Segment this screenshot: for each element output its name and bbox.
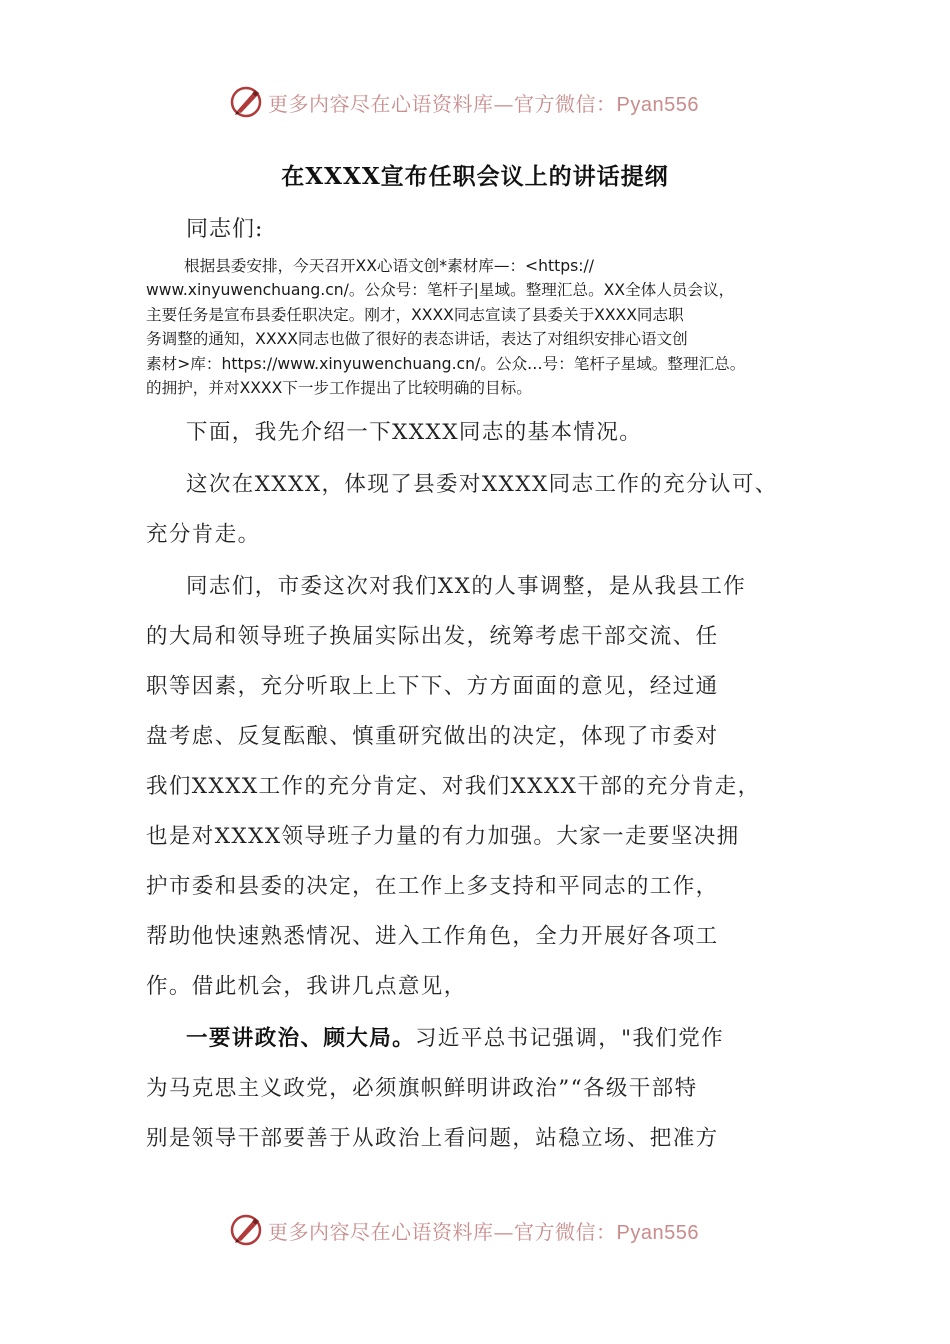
body-line: 我们XXXX工作的充分肯定、对我们XXXX干部的充分肯走，: [146, 774, 761, 799]
intro-line: 务调整的通知，XXXX同志也做了很好的表态讲话，表达了对组织安排心语文创: [146, 330, 688, 349]
body-line: 下面，我先介绍一下XXXX同志的基本情况。: [186, 420, 643, 445]
watermark-banner-bottom: [228, 1210, 748, 1250]
paragraph-main: [146, 562, 816, 1012]
body-line: 这次在XXXX，体现了县委对XXXX同志工作的充分认可、: [186, 472, 778, 497]
body-line: 职等因素，充分听取上上下下、方方面面的意见，经过通: [146, 674, 719, 699]
body-line: 作。借此机会，我讲几点意见，: [146, 974, 467, 999]
paragraph-intro: [146, 408, 816, 458]
pen-logo-icon: [228, 1212, 264, 1248]
intro-line: 素材>库：https://www.xinyuwenchuang.cn/。公众…号：笔杆子星域。整理汇总。: [146, 354, 746, 373]
body-line: 盘考虑、反复酝酿、慎重研究做出的决定，体现了市委对: [146, 724, 719, 749]
paragraph-recognition: [146, 460, 816, 560]
watermark-banner-top: [228, 82, 748, 122]
body-line: 别是领导干部要善于从政治上看问题，站稳立场、把准方: [146, 1126, 719, 1151]
intro-line: 的拥护，并对XXXX下一步工作提出了比较明确的目标。: [146, 379, 532, 398]
body-line: 帮助他快速熟悉情况、进入工作角色，全力开展好各项工: [146, 924, 719, 949]
greeting: 同志们:: [186, 217, 264, 242]
intro-line: 主要任务是宣布县委任职决定。刚才，XXXX同志宣读了县委关于XXXX同志职: [146, 305, 684, 324]
pen-logo-icon: [228, 84, 264, 120]
watermark-text: 更多内容尽在心语资料库—官方微信：Pyan556: [268, 91, 699, 116]
intro-paragraph: [146, 254, 816, 400]
point-text: 习近平总书记强调，"我们党作: [415, 1026, 725, 1051]
intro-line: 根据县委安排，今天召开XX心语文创*素材库—：<https://: [184, 257, 594, 275]
intro-line: www.xinyuwenchuang.cn/。公众号：笔杆子|星域。整理汇总。XX全体人员会议，: [146, 281, 735, 300]
body-line: 充分肯走。: [146, 522, 261, 547]
body-line: [146, 1014, 816, 1064]
body-line: 也是对XXXX领导班子力量的有力加强。大家一走要坚决拥: [146, 824, 740, 849]
point-heading: 一要讲政治、顾大局。: [186, 1026, 416, 1051]
body-line: 的大局和领导班子换届实际出发，统筹考虑干部交流、任: [146, 624, 719, 649]
body-line: 护市委和县委的决定，在工作上多支持和平同志的工作，: [146, 874, 719, 899]
body-line: 同志们，市委这次对我们XX的人事调整，是从我县工作: [186, 574, 747, 599]
watermark-text: 更多内容尽在心语资料库—官方微信：Pyan556: [268, 1219, 699, 1244]
page-title: 在XXXX宣布任职会议上的讲话提纲: [281, 163, 669, 190]
body-line: 为马克思主义政党，必须旗帜鲜明讲政治”“各级干部特: [146, 1076, 698, 1101]
paragraph-point-one: [146, 1014, 816, 1164]
